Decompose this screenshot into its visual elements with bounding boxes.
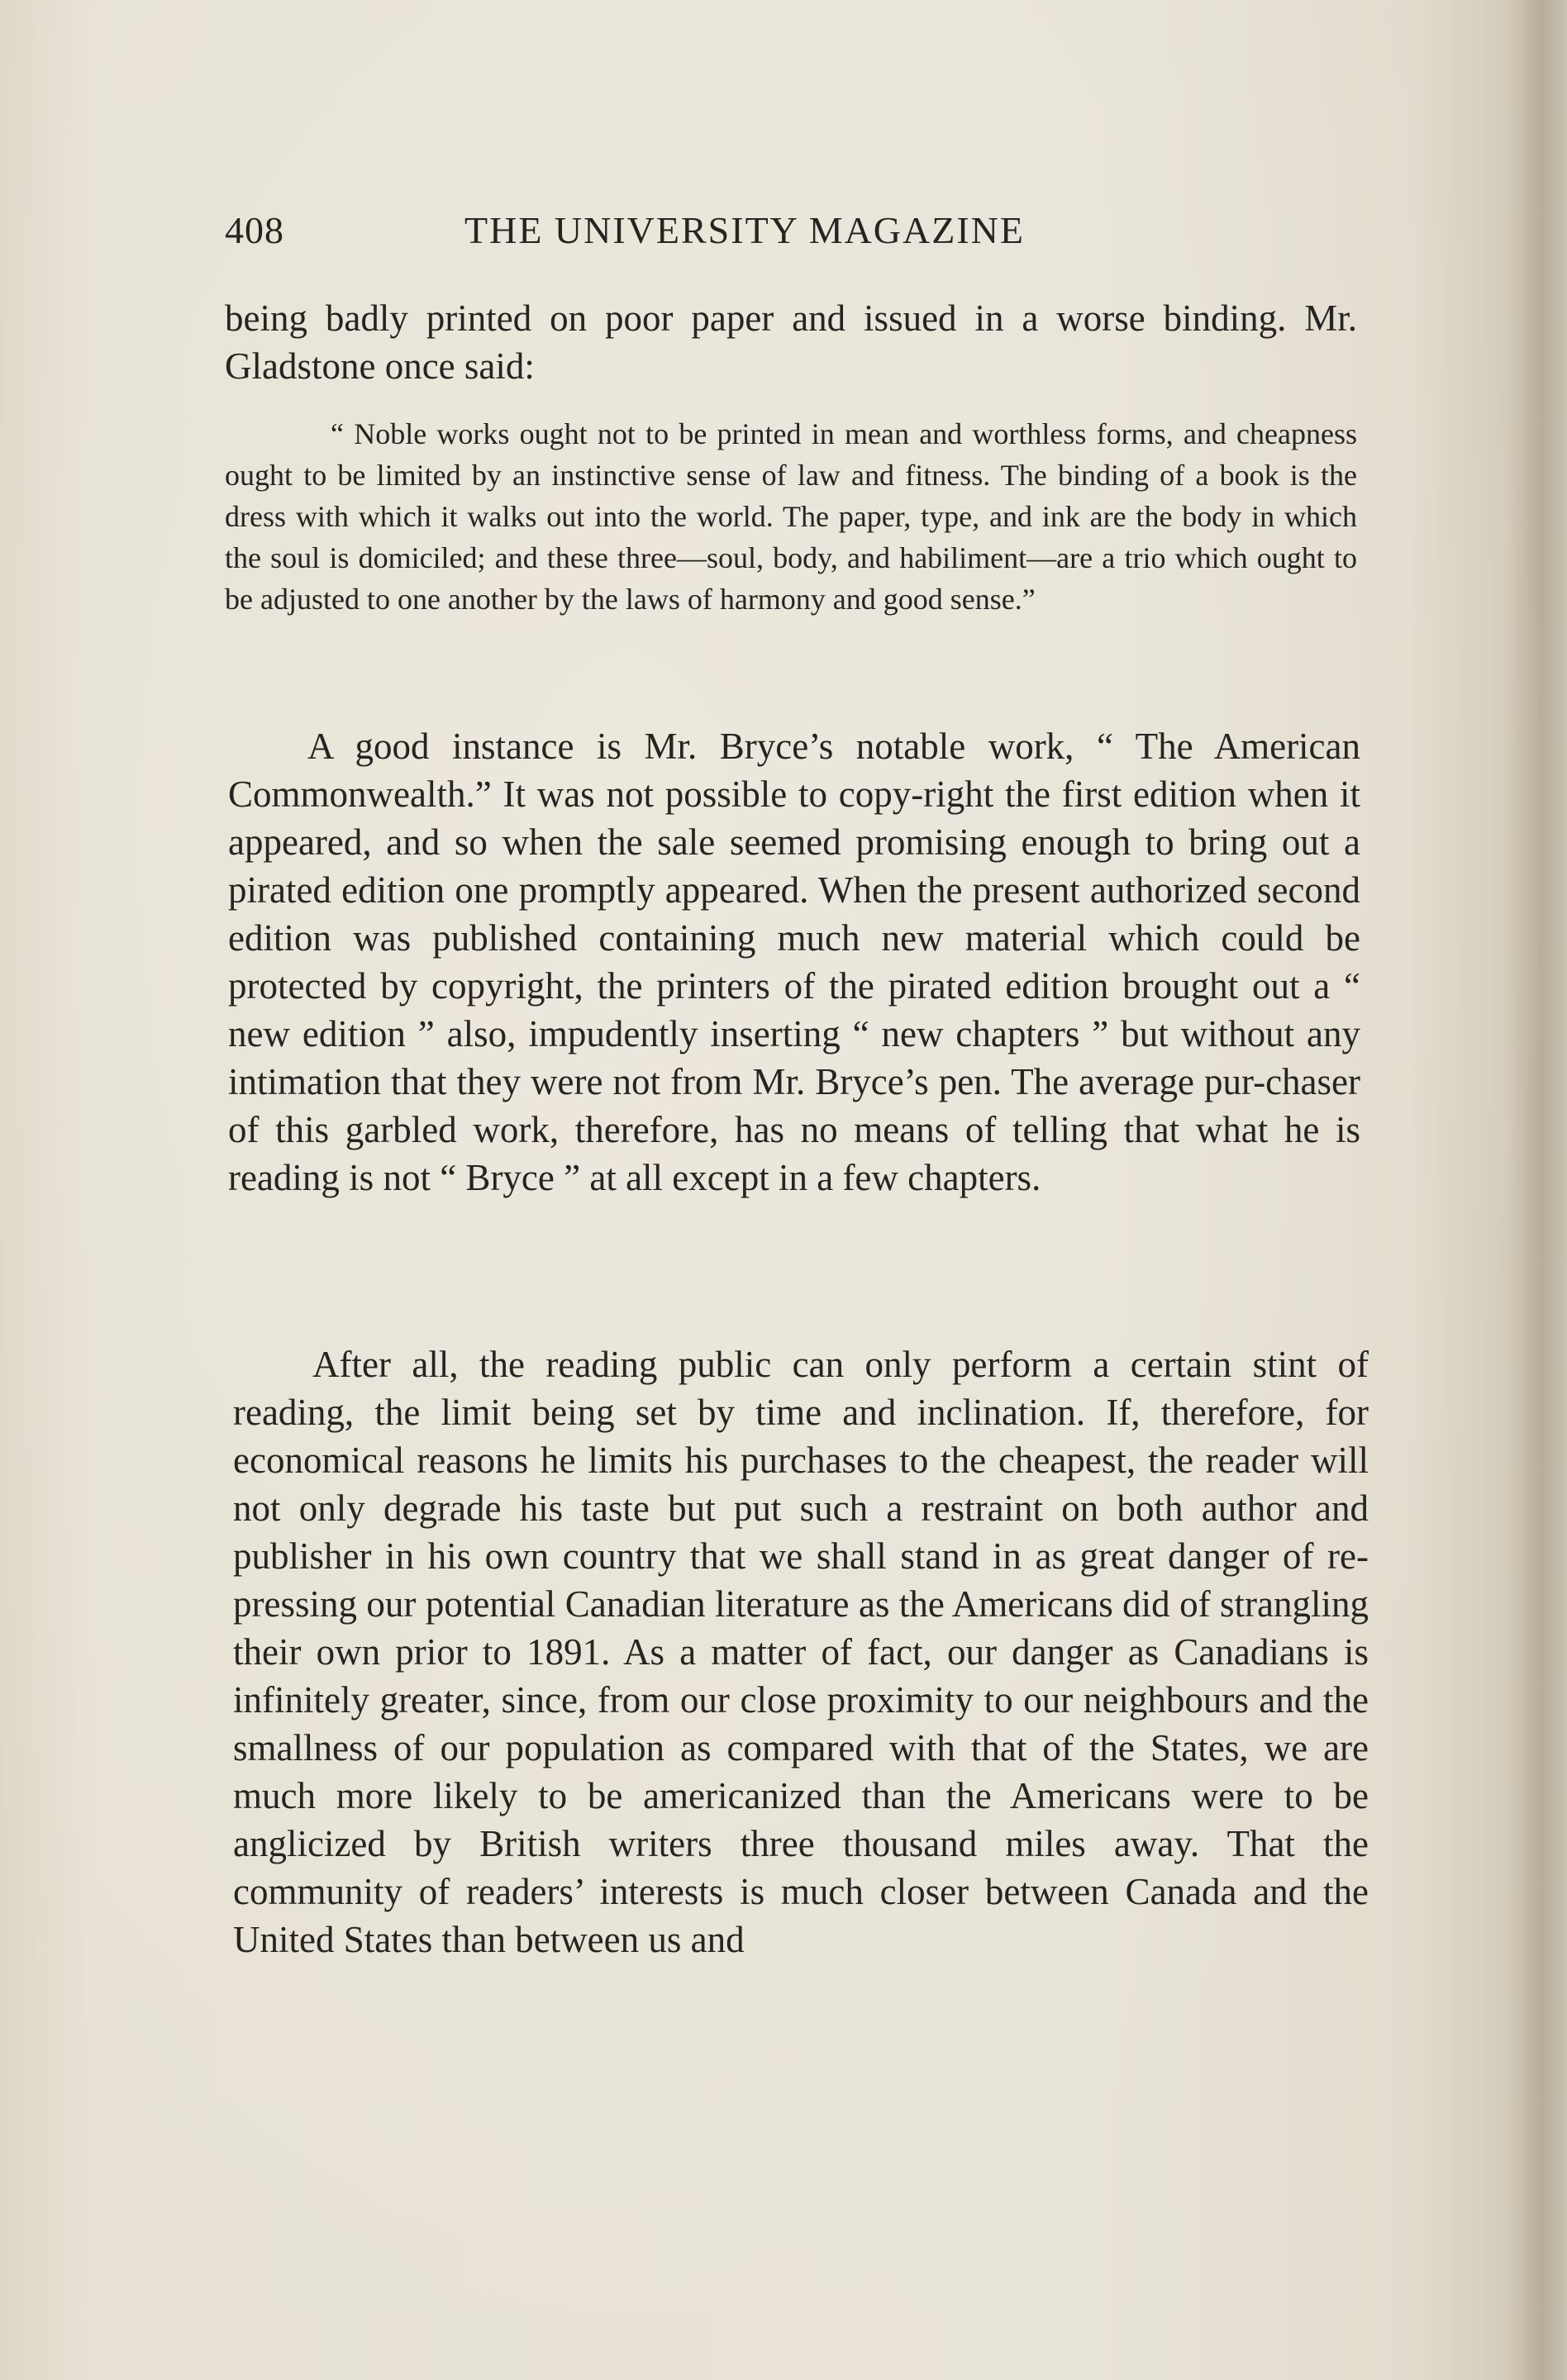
- page-number: 408: [225, 209, 284, 251]
- magazine-title: THE UNIVERSITY MAGAZINE: [464, 209, 1025, 251]
- bryce-paragraph: A good instance is Mr. Bryce’s notable work, “ The American Commonwealth.” It was not possible to copy-right the first edition when it appeared, and so when the sale seemed promising enough to bring out a pirated edition one promptly appeared. When the present authorized second edition was published containing much new material which could be protected by copyright, the printers of the pirated edition brought out a “ new edition ” also, impudently inserting “ new chapters ” but without any intimation that they were not from Mr. Bryce’s pen. The average pur-chaser of this garbled work, therefore, has no means of telling that what he is reading is not “ Bryce ” at all except in a few chapters.: [228, 726, 1360, 1198]
- gladstone-quote: “ Noble works ought not to be printed in mean and worthless forms, and cheapness ought to be limited by an instinctive sense of law and fitness. The binding of a book is the dress with which it walks out into the world. The paper, type, and ink are the body in which the soul is domiciled; and these three—soul, body, and habiliment—are a trio which ought to be adjusted to one another by the laws of harmony and good sense.”: [225, 417, 1357, 616]
- page-edge-shadow: [1509, 0, 1567, 2380]
- running-head: [225, 208, 1093, 258]
- after-all-paragraph: After all, the reading public can only perform a certain stint of reading, the limit being set by time and inclination. If, therefore, for economical reasons he limits his purchases to the cheapest, the reader will not only degrade his taste but put such a restraint on both author and publisher in his own country that we shall stand in as great danger of re-pressing our potential Canadian literature as the Americans did of strangling their own prior to 1891. As a matter of fact, our danger as Canadians is infinitely greater, since, from our close proximity to our neighbours and the smallness of our population as compared with that of the States, we are much more likely to be americanized than the Americans were to be anglicized by British writers three thousand miles away. That the community of readers’ interests is much closer between Canada and the United States than between us and: [233, 1344, 1369, 1960]
- intro-paragraph: being badly printed on poor paper and issued in a worse binding. Mr. Gladstone once said:: [225, 298, 1357, 387]
